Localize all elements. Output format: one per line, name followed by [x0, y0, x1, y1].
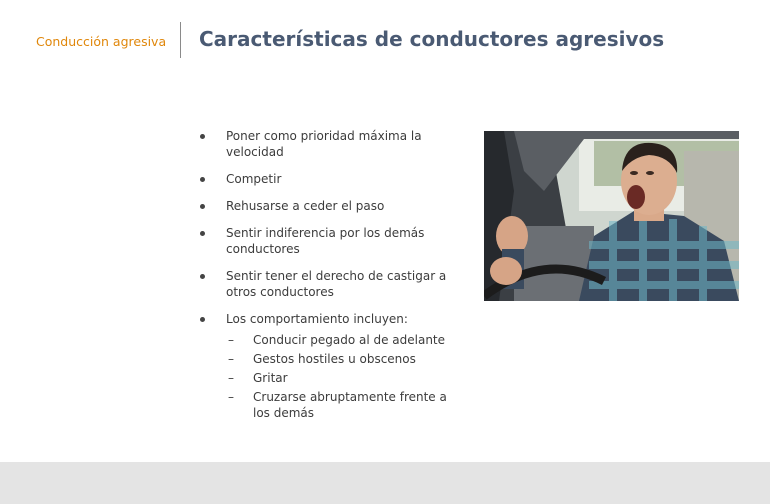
- sub-bullet-text: Cruzarse abruptamente frente a los demás: [253, 390, 447, 420]
- sub-bullet-item: [226, 370, 456, 386]
- section-label: Conducción agresiva: [36, 34, 167, 49]
- bullet-text: Sentir indiferencia por los demás conductores: [226, 226, 425, 256]
- dash-marker: –: [228, 333, 234, 347]
- bullet-dot-icon: [200, 317, 205, 322]
- sub-bullet-item: [226, 389, 456, 421]
- bullet-dot-icon: [200, 274, 205, 279]
- bullet-item: [196, 225, 456, 257]
- bullet-item: [196, 171, 456, 187]
- page-title: Características de conductores agresivos: [199, 27, 665, 51]
- bullet-item: [196, 128, 456, 160]
- bullet-dot-icon: [200, 134, 205, 139]
- sub-bullet-item: [226, 332, 456, 348]
- bullet-text: Poner como prioridad máxima la velocidad: [226, 129, 422, 159]
- bullet-item: [196, 198, 456, 214]
- footer-bar: [0, 462, 770, 504]
- bullet-text: Rehusarse a ceder el paso: [226, 199, 385, 213]
- bullet-dot-icon: [200, 231, 205, 236]
- bullet-item: [196, 311, 456, 421]
- sub-bullet-text: Gestos hostiles u obscenos: [253, 352, 416, 366]
- bullet-dot-icon: [200, 177, 205, 182]
- bullet-dot-icon: [200, 204, 205, 209]
- header-divider: [180, 22, 181, 58]
- sub-bullet-item: [226, 351, 456, 367]
- bullet-text: Competir: [226, 172, 282, 186]
- sub-bullet-list: [226, 332, 456, 421]
- dash-marker: –: [228, 352, 234, 366]
- bullet-item: [196, 268, 456, 300]
- bullet-text: Sentir tener el derecho de castigar a otros conductores: [226, 269, 447, 299]
- bullet-list: [196, 128, 456, 432]
- sub-bullet-text: Gritar: [253, 371, 288, 385]
- angry-driver-photo: [484, 131, 739, 301]
- sub-bullet-text: Conducir pegado al de adelante: [253, 333, 446, 347]
- dash-marker: –: [228, 390, 234, 404]
- bullet-text: Los comportamiento incluyen:: [226, 312, 408, 326]
- dash-marker: –: [228, 371, 234, 385]
